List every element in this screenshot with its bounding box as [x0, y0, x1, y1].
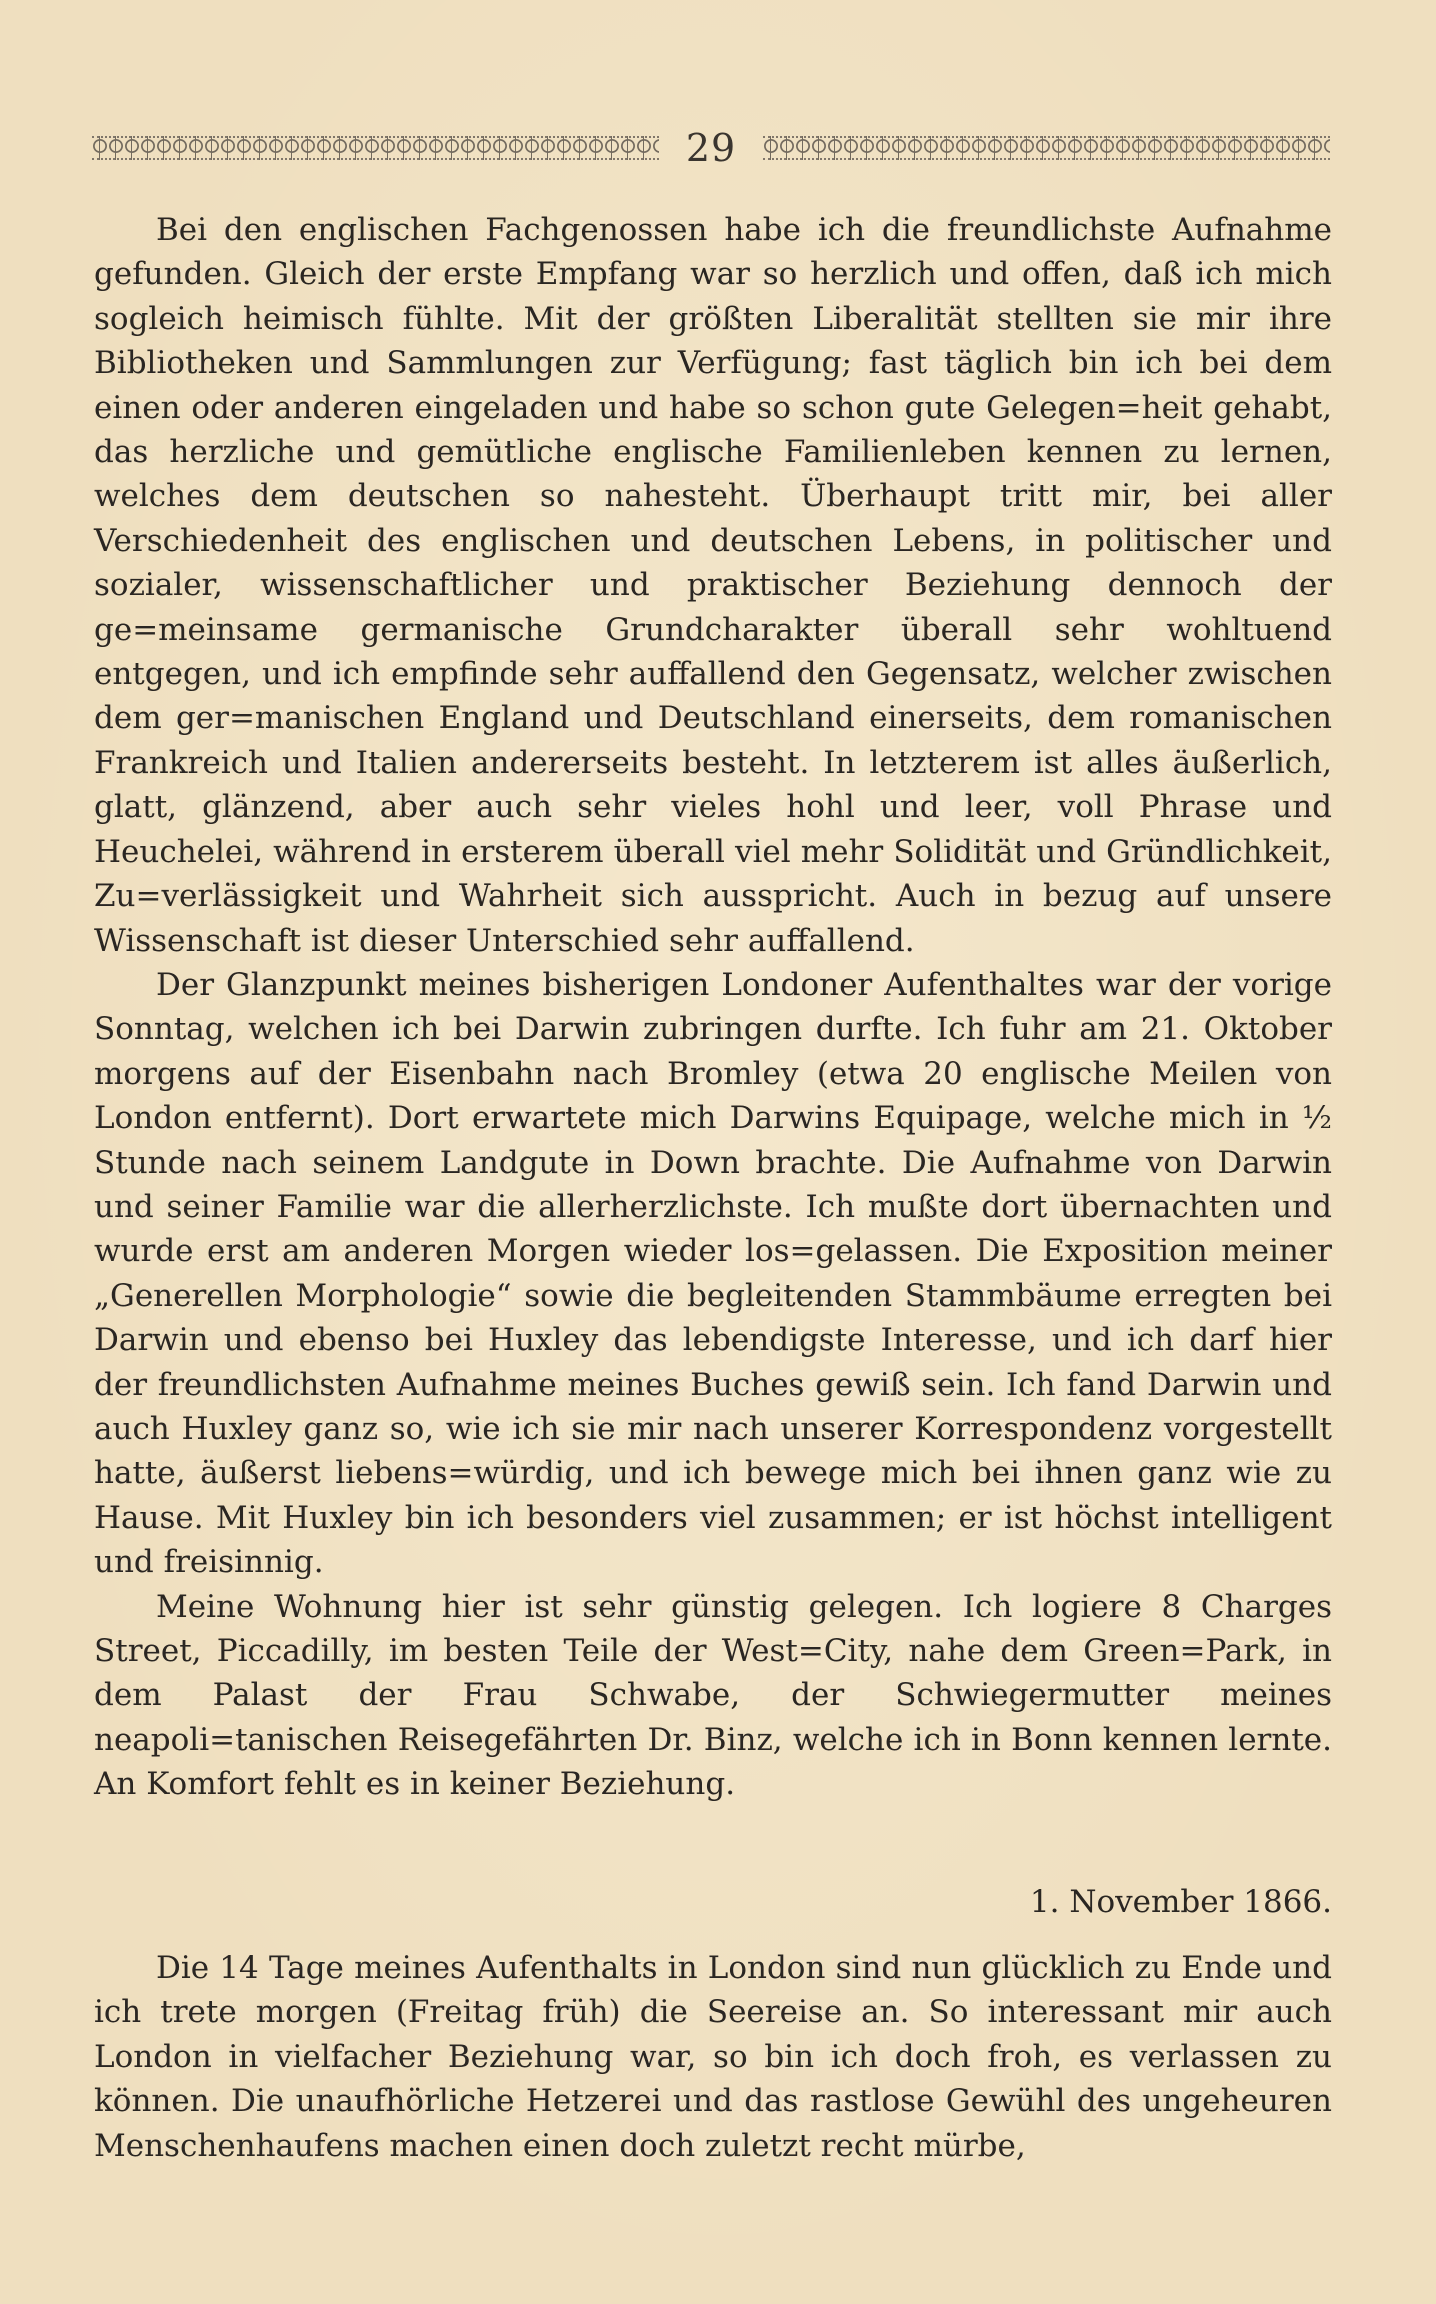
continued-text-block: [94, 1946, 1332, 2168]
page-number: 29: [685, 126, 737, 170]
date-heading: 1. November 1866.: [1029, 1884, 1332, 1920]
right-ornament-rule: [763, 136, 1330, 160]
paragraph-3: Meine Wohnung hier ist sehr günstig gelegen. Ich logiere 8 Charges Street, Piccadilly, im besten Teile der West=City, nahe dem Green=Park, in dem Palast der Frau Schwabe, der Schwiegermutter meines neapoli=tanischen Reisegefährten Dr. Binz, welche ich in Bonn kennen lernte. An Komfort fehlt es in keiner Beziehung.: [94, 1588, 1332, 1803]
left-ornament-rule: [92, 136, 659, 160]
main-text-block: [94, 208, 1332, 1807]
paragraph-after-date: Die 14 Tage meines Aufenthalts in London sind nun glücklich zu Ende und ich trete morgen (Freitag früh) die Seereise an. So interessant mir auch London in vielfacher Beziehung war, so bin ich doch froh, es verlassen zu können. Die unaufhörliche Hetzerei und das rastlose Gewühl des ungeheuren Menschenhaufens machen einen doch zuletzt recht mürbe,: [94, 1950, 1332, 2164]
paragraph-1: Bei den englischen Fachgenossen habe ich die freundlichste Aufnahme gefunden. Gleich der erste Empfang war so herzlich und offen, daß ich mich sogleich heimisch fühlte. Mit der größten Liberalität stellten sie mir ihre Bibliotheken und Sammlungen zur Verfügung; fast täglich bin ich bei dem einen oder anderen eingeladen und habe so schon gute Gelegen=heit gehabt, das herzliche und gemütliche englische Familienleben kennen zu lernen, welches dem deutschen so nahesteht. Überhaupt tritt mir, bei aller Verschiedenheit des englischen und deutschen Lebens, in politischer und sozialer, wissenschaftlicher und praktischer Beziehung dennoch der ge=meinsame germanische Grundcharakter überall sehr wohltuend entgegen, und ich empfinde sehr auffallend den Gegensatz, welcher zwischen dem ger=manischen England und Deutschland einerseits, dem romanischen Frankreich und Italien andererseits besteht. In letzterem ist alles äußerlich, glatt, glänzend, aber auch sehr vieles hohl und leer, voll Phrase und Heuchelei, während in ersterem überall viel mehr Solidität und Gründlichkeit, Zu=verlässigkeit und Wahrheit sich ausspricht. Auch in bezug auf unsere Wissenschaft ist dieser Unterschied sehr auffallend.: [94, 212, 1332, 959]
paragraph-2: Der Glanzpunkt meines bisherigen Londoner Aufenthaltes war der vorige Sonntag, welchen ich bei Darwin zubringen durfte. Ich fuhr am 21. Oktober morgens auf der Eisenbahn nach Bromley (etwa 20 englische Meilen von London entfernt). Dort erwartete mich Darwins Equipage, welche mich in ½ Stunde nach seinem Landgute in Down brachte. Die Aufnahme von Darwin und seiner Familie war die allerherzlichste. Ich mußte dort übernachten und wurde erst am anderen Morgen wieder los=gelassen. Die Exposition meiner „Generellen Morphologie“ sowie die begleitenden Stammbäume erregten bei Darwin und ebenso bei Huxley das lebendigste Interesse, und ich darf hier der freundlichsten Aufnahme meines Buches gewiß sein. Ich fand Darwin und auch Huxley ganz so, wie ich sie mir nach unserer Korrespondenz vorgestellt hatte, äußerst liebens=würdig, und ich bewege mich bei ihnen ganz wie zu Hause. Mit Huxley bin ich besonders viel zusammen; er ist höchst intelligent und freisinnig.: [94, 966, 1332, 1581]
running-header: [92, 128, 1330, 168]
